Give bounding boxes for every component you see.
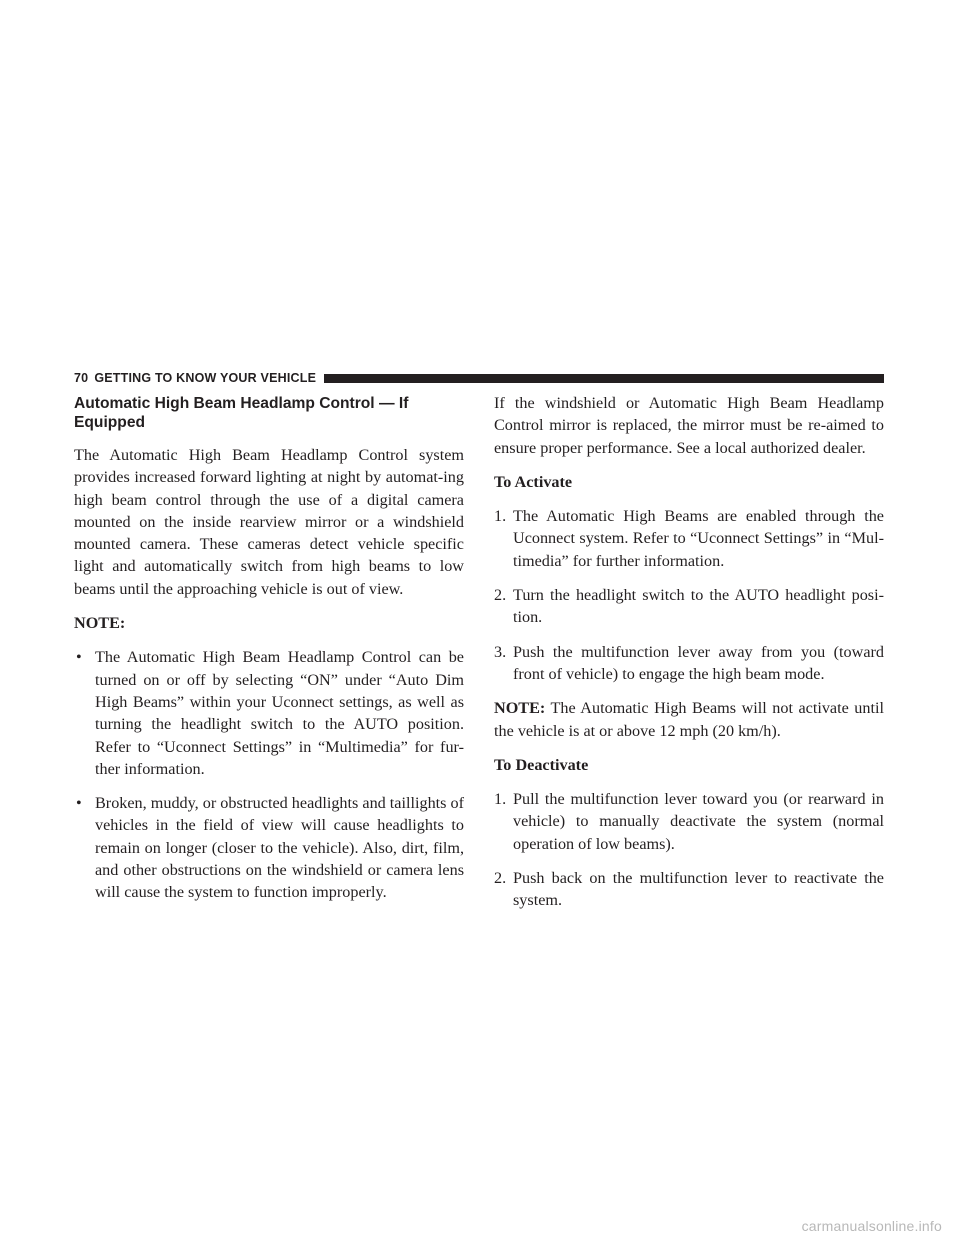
step-number: 2. bbox=[494, 586, 507, 605]
step-number: 2. bbox=[494, 869, 507, 888]
step-number: 3. bbox=[494, 642, 507, 661]
page-number: 70 bbox=[74, 371, 89, 385]
header-rule bbox=[324, 374, 884, 383]
note-bullets bbox=[74, 646, 464, 903]
step-text: Push back on the multifunction lever to reactivate the system. bbox=[513, 869, 884, 910]
list-item bbox=[494, 505, 884, 572]
deactivate-steps bbox=[494, 788, 884, 911]
list-item bbox=[74, 792, 464, 903]
step-number: 1. bbox=[494, 790, 507, 809]
list-item bbox=[494, 584, 884, 629]
bullet-text: The Automatic High Beam Headlamp Control can be turned on or off by selecting “ON” under “Auto Dim High Beams” within your Uconnect settings, as well as turning the headlight switch to the AUTO position. Refer to “Uconnect Settings” in “Multimedia” for fur-ther information. bbox=[95, 648, 464, 778]
list-item bbox=[494, 788, 884, 855]
bullet-icon: • bbox=[76, 794, 82, 813]
step-text: Pull the multifunction lever toward you (or rearward in vehicle) to manually deactivate the system (normal operation of low beams). bbox=[513, 790, 884, 853]
watermark: carmanualsonline.info bbox=[801, 1218, 942, 1234]
activation-note bbox=[494, 697, 884, 742]
note-text: The Automatic High Beams will not activate until the vehicle is at or above 12 mph (20 km/h). bbox=[494, 699, 884, 740]
intro-paragraph: The Automatic High Beam Headlamp Control system provides increased forward lighting at night by automat-ing high beam control through the use of a digital camera mounted on the inside rearview mirror or a windshield mounted camera. These cameras detect vehicle specific light and automatically switch from high beams to low beams until the approaching vehicle is out of view. bbox=[74, 446, 464, 598]
mirror-paragraph: If the windshield or Automatic High Beam Headlamp Control mirror is replaced, the mirror must be re-aimed to ensure proper performance. See a local authorized dealer. bbox=[494, 394, 884, 457]
bullet-text: Broken, muddy, or obstructed headlights and taillights of vehicles in the field of view will cause headlights to remain on longer (closer to the vehicle). Also, dirt, film, and other obstructions on the windshield or camera lens will cause the system to function improperly. bbox=[95, 794, 464, 902]
activate-heading: To Activate bbox=[494, 472, 573, 491]
note-label: NOTE: bbox=[74, 614, 126, 633]
section-title: GETTING TO KNOW YOUR VEHICLE bbox=[94, 371, 317, 385]
step-number: 1. bbox=[494, 507, 507, 526]
list-item bbox=[74, 646, 464, 780]
left-column bbox=[74, 392, 464, 916]
bullet-icon: • bbox=[76, 648, 82, 667]
page-title: Automatic High Beam Headlamp Control — If Equipped bbox=[74, 395, 409, 431]
step-text: The Automatic High Beams are enabled through the Uconnect system. Refer to “Uconnect Settings” in “Mul-timedia” for further information. bbox=[513, 507, 884, 570]
page-header bbox=[74, 370, 884, 386]
list-item bbox=[494, 867, 884, 912]
step-text: Push the multifunction lever away from you (toward front of vehicle) to engage the high beam mode. bbox=[513, 642, 884, 683]
step-text: Turn the headlight switch to the AUTO headlight posi-tion. bbox=[513, 586, 884, 627]
activate-steps bbox=[494, 505, 884, 685]
note-label: NOTE: bbox=[494, 699, 546, 718]
deactivate-heading: To Deactivate bbox=[494, 755, 589, 774]
list-item bbox=[494, 641, 884, 686]
right-column bbox=[494, 392, 884, 924]
